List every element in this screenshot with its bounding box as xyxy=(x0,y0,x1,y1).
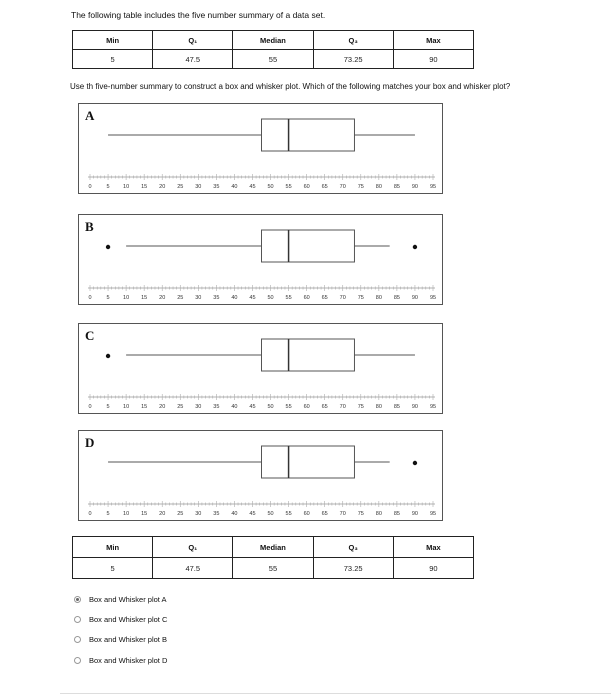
header-q1: Q₁ xyxy=(153,537,233,558)
outlier-point xyxy=(106,245,110,249)
axis-tick-label: 40 xyxy=(231,184,238,190)
header-q3: Q₃ xyxy=(313,31,393,50)
axis-tick-label: 40 xyxy=(231,295,238,301)
axis-tick-label: 95 xyxy=(429,511,437,517)
radio-button[interactable] xyxy=(74,636,81,643)
axis-tick-label: 75 xyxy=(357,511,364,517)
axis-tick-label: 20 xyxy=(159,184,166,190)
axis-tick-label: 55 xyxy=(285,295,292,301)
header-q1: Q₁ xyxy=(153,31,233,50)
header-max: Max xyxy=(393,537,473,558)
plot-d xyxy=(78,430,443,521)
answer-options xyxy=(74,589,167,670)
axis-tick-label: 80 xyxy=(375,184,382,190)
intro-text: The following table includes the five number summary of a data set. xyxy=(71,10,326,20)
axis-tick-label: 55 xyxy=(285,511,292,517)
plot-c xyxy=(78,323,443,414)
axis-tick-label: 45 xyxy=(249,184,256,190)
outlier-point xyxy=(106,354,110,358)
box-plot-svg xyxy=(79,431,444,522)
value-q3: 73.25 xyxy=(313,558,393,579)
axis-tick-label: 60 xyxy=(303,511,310,517)
axis-tick-label: 25 xyxy=(177,404,184,410)
axis-tick-label: 45 xyxy=(249,404,256,410)
axis-tick-label: 55 xyxy=(285,184,292,190)
axis-tick-label: 90 xyxy=(411,511,419,517)
axis-tick-label: 50 xyxy=(267,511,274,517)
axis-tick-label: 95 xyxy=(429,404,437,410)
axis-tick-label: 10 xyxy=(123,295,130,301)
axis-tick-label: 65 xyxy=(321,511,328,517)
plot-label: B xyxy=(85,219,94,234)
axis-tick-label: 30 xyxy=(195,404,202,410)
axis-tick-label: 5 xyxy=(106,184,110,190)
axis-tick-label: 80 xyxy=(375,511,382,517)
axis-tick-label: 95 xyxy=(429,295,437,301)
value-q1: 47.5 xyxy=(153,558,233,579)
axis-tick-label: 35 xyxy=(213,295,220,301)
box-plot-svg xyxy=(79,104,444,195)
axis-tick-label: 5 xyxy=(106,295,110,301)
value-max: 90 xyxy=(393,558,473,579)
header-max: Max xyxy=(393,31,473,50)
axis-tick-label: 5 xyxy=(106,511,110,517)
value-min: 5 xyxy=(73,558,153,579)
axis-tick-label: 10 xyxy=(123,184,130,190)
axis-tick-label: 85 xyxy=(393,184,400,190)
axis-tick-label: 85 xyxy=(393,295,400,301)
axis-tick-label: 60 xyxy=(303,404,310,410)
axis-tick-label: 25 xyxy=(177,295,184,301)
plot-label: A xyxy=(85,108,95,123)
table-header-row xyxy=(73,31,474,50)
axis-tick-label: 30 xyxy=(195,184,202,190)
option-label[interactable]: Box and Whisker plot C xyxy=(89,614,168,624)
option-plot-a[interactable] xyxy=(74,589,167,609)
value-median: 55 xyxy=(233,50,313,69)
box-plot-svg xyxy=(79,324,444,415)
axis-tick-label: 55 xyxy=(285,404,292,410)
option-plot-d[interactable] xyxy=(74,650,167,670)
axis-tick-label: 60 xyxy=(303,184,310,190)
option-label[interactable]: Box and Whisker plot A xyxy=(89,594,167,604)
table-value-row xyxy=(73,50,474,69)
axis-tick-label: 85 xyxy=(393,511,400,517)
axis-tick-label: 70 xyxy=(339,404,346,410)
outlier-point xyxy=(413,245,417,249)
axis-tick-label: 0 xyxy=(88,404,92,410)
axis-tick-label: 70 xyxy=(339,295,346,301)
axis-tick-label: 80 xyxy=(375,404,382,410)
table-value-row xyxy=(73,558,474,579)
axis-tick-label: 50 xyxy=(267,295,274,301)
axis-tick-label: 65 xyxy=(321,404,328,410)
box-plot-svg xyxy=(79,215,444,306)
plot-a xyxy=(78,103,443,194)
axis-tick-label: 45 xyxy=(249,511,256,517)
axis-tick-label: 90 xyxy=(411,404,419,410)
axis-tick-label: 0 xyxy=(88,184,92,190)
axis-tick-label: 95 xyxy=(429,184,437,190)
plot-b xyxy=(78,214,443,305)
axis-tick-label: 25 xyxy=(177,511,184,517)
axis-tick-label: 15 xyxy=(141,184,148,190)
iqr-box xyxy=(262,119,355,151)
option-label[interactable]: Box and Whisker plot B xyxy=(89,635,167,645)
axis-tick-label: 65 xyxy=(321,184,328,190)
divider xyxy=(60,693,611,694)
plot-label: D xyxy=(85,435,95,450)
outlier-point xyxy=(413,461,417,465)
header-min: Min xyxy=(73,31,153,50)
axis-tick-label: 85 xyxy=(393,404,400,410)
axis-tick-label: 50 xyxy=(267,184,274,190)
axis-tick-label: 10 xyxy=(123,404,130,410)
axis-tick-label: 75 xyxy=(357,404,364,410)
axis-tick-label: 15 xyxy=(141,404,148,410)
axis-tick-label: 90 xyxy=(411,184,419,190)
axis-tick-label: 80 xyxy=(375,295,382,301)
value-q3: 73.25 xyxy=(313,50,393,69)
option-label[interactable]: Box and Whisker plot D xyxy=(89,655,168,665)
axis-tick-label: 40 xyxy=(231,511,238,517)
axis-tick-label: 15 xyxy=(141,295,148,301)
axis-tick-label: 0 xyxy=(88,295,92,301)
radio-button[interactable] xyxy=(74,657,81,664)
value-max: 90 xyxy=(393,50,473,69)
axis-tick-label: 25 xyxy=(177,184,184,190)
axis-tick-label: 35 xyxy=(213,404,220,410)
header-min: Min xyxy=(73,537,153,558)
radio-button[interactable] xyxy=(74,596,81,603)
value-q1: 47.5 xyxy=(153,50,233,69)
iqr-box xyxy=(262,230,355,262)
iqr-box xyxy=(262,339,355,371)
header-q3: Q₃ xyxy=(313,537,393,558)
axis-tick-label: 35 xyxy=(213,511,220,517)
five-number-summary-table-repeat xyxy=(72,536,474,579)
axis-tick-label: 65 xyxy=(321,295,328,301)
axis-tick-label: 50 xyxy=(267,404,274,410)
question-text: Use th five-number summary to construct a box and whisker plot. Which of the following matches your box and whisker plot? xyxy=(70,82,511,91)
axis-tick-label: 40 xyxy=(231,404,238,410)
axis-tick-label: 20 xyxy=(159,404,166,410)
axis-tick-label: 70 xyxy=(339,511,346,517)
plot-label: C xyxy=(85,328,95,343)
axis-tick-label: 70 xyxy=(339,184,346,190)
axis-tick-label: 75 xyxy=(357,184,364,190)
axis-tick-label: 20 xyxy=(159,295,166,301)
axis-tick-label: 35 xyxy=(213,184,220,190)
axis-tick-label: 45 xyxy=(249,295,256,301)
option-plot-c[interactable] xyxy=(74,609,167,629)
axis-tick-label: 15 xyxy=(141,511,148,517)
axis-tick-label: 20 xyxy=(159,511,166,517)
axis-tick-label: 30 xyxy=(195,511,202,517)
header-median: Median xyxy=(233,31,313,50)
value-median: 55 xyxy=(233,558,313,579)
axis-tick-label: 60 xyxy=(303,295,310,301)
axis-tick-label: 75 xyxy=(357,295,364,301)
table-header-row xyxy=(73,537,474,558)
five-number-summary-table xyxy=(72,30,474,69)
value-min: 5 xyxy=(73,50,153,69)
iqr-box xyxy=(262,446,355,478)
radio-button[interactable] xyxy=(74,616,81,623)
axis-tick-label: 30 xyxy=(195,295,202,301)
axis-tick-label: 90 xyxy=(411,295,419,301)
header-median: Median xyxy=(233,537,313,558)
axis-tick-label: 5 xyxy=(106,404,110,410)
axis-tick-label: 0 xyxy=(88,511,92,517)
axis-tick-label: 10 xyxy=(123,511,130,517)
option-plot-b[interactable] xyxy=(74,630,167,650)
